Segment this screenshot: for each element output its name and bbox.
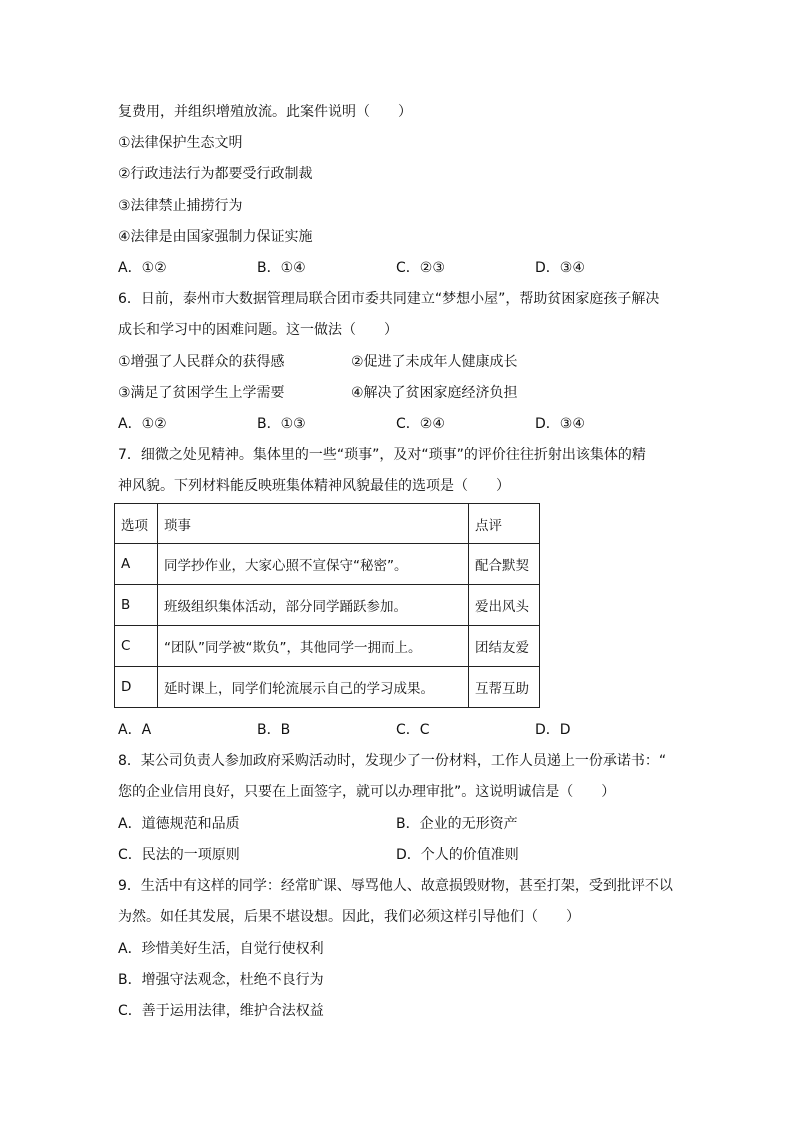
- q7-row-a-matter: 同学抄作业，大家心照不宣保守“秘密”。: [158, 544, 469, 585]
- q9-option-b[interactable]: B．增强守法观念，杜绝不良行为: [118, 972, 324, 988]
- q5-option-c[interactable]: C．②③: [396, 260, 445, 276]
- q7-stem-line-2: 神风貌。下列材料能反映班集体精神风貌最佳的选项是（ ）: [118, 478, 510, 494]
- q7-option-d[interactable]: D．D: [535, 722, 571, 738]
- q9-option-c[interactable]: C．善于运用法律，维护合法权益: [118, 1003, 324, 1019]
- q8-option-a[interactable]: A．道德规范和品质: [118, 816, 240, 832]
- q6-statement-4: ④解决了贫困家庭经济负担: [351, 385, 518, 401]
- q7-row-c-comment: 团结友爱: [469, 626, 540, 667]
- q7-row-d-comment: 互帮互助: [469, 667, 540, 708]
- q7-option-c[interactable]: C．C: [396, 722, 430, 738]
- q9-stem-line-1: 9．生活中有这样的同学：经常旷课、辱骂他人、故意损毁财物，甚至打架，受到批评不以: [118, 878, 673, 894]
- q5-statement-4: ④法律是由国家强制力保证实施: [118, 229, 313, 245]
- table-row: [115, 585, 540, 626]
- q7-row-c-matter: “团队”同学被“欺负”，其他同学一拥而上。: [158, 626, 469, 667]
- q7-header-matter: 琐事: [158, 504, 469, 544]
- q6-statement-1: ①增强了人民群众的获得感: [118, 354, 285, 370]
- q7-row-a-option: A: [115, 544, 158, 585]
- q6-statement-2: ②促进了未成年人健康成长: [351, 354, 518, 370]
- q6-stem-line-2: 成长和学习中的困难问题。这一做法（ ）: [118, 322, 398, 338]
- q7-stem-line-1: 7．细微之处见精神。集体里的一些“琐事”，及对“琐事”的评价往往折射出该集体的精: [118, 447, 646, 463]
- q5-option-b[interactable]: B．①④: [257, 260, 306, 276]
- q5-option-a[interactable]: A．①②: [118, 260, 167, 276]
- q6-option-c[interactable]: C．②④: [396, 416, 445, 432]
- q7-option-a[interactable]: A．A: [118, 722, 152, 738]
- table-row: [115, 544, 540, 585]
- q5-stem-continued: 复费用，并组织增殖放流。此案件说明（ ）: [118, 104, 412, 120]
- q8-stem-line-1: 8．某公司负责人参加政府采购活动时，发现少了一份材料，工作人员递上一份承诺书：“: [118, 753, 667, 769]
- q7-option-b[interactable]: B．B: [257, 722, 291, 738]
- q7-row-d-matter: 延时课上，同学们轮流展示自己的学习成果。: [158, 667, 469, 708]
- q6-option-b[interactable]: B．①③: [257, 416, 306, 432]
- q6-option-d[interactable]: D．③④: [535, 416, 585, 432]
- table-row: [115, 626, 540, 667]
- q7-row-b-matter: 班级组织集体活动，部分同学踊跃参加。: [158, 585, 469, 626]
- q5-statement-3: ③法律禁止捕捞行为: [118, 198, 243, 214]
- q8-option-b[interactable]: B．企业的无形资产: [396, 816, 518, 832]
- q7-row-d-option: D: [115, 667, 158, 708]
- q7-table-header-row: [115, 504, 540, 544]
- q7-row-b-option: B: [115, 585, 158, 626]
- q8-stem-line-2: 您的企业信用良好，只要在上面签字，就可以办理审批”。这说明诚信是（ ）: [118, 784, 616, 800]
- q6-option-a[interactable]: A．①②: [118, 416, 167, 432]
- q7-table: [114, 503, 540, 708]
- q5-statement-2: ②行政违法行为都要受行政制裁: [118, 166, 313, 182]
- q7-row-a-comment: 配合默契: [469, 544, 540, 585]
- q9-stem-line-2: 为然。如任其发展，后果不堪设想。因此，我们必须这样引导他们（ ）: [118, 909, 580, 925]
- q6-statement-3: ③满足了贫困学生上学需要: [118, 385, 285, 401]
- q7-row-c-option: C: [115, 626, 158, 667]
- q6-stem-line-1: 6．日前，泰州市大数据管理局联合团市委共同建立“梦想小屋”，帮助贫困家庭孩子解决: [118, 291, 660, 307]
- q8-option-d[interactable]: D．个人的价值准则: [396, 847, 519, 863]
- q5-option-d[interactable]: D．③④: [535, 260, 585, 276]
- q9-option-a[interactable]: A．珍惜美好生活，自觉行使权利: [118, 941, 324, 957]
- q8-option-c[interactable]: C．民法的一项原则: [118, 847, 240, 863]
- q7-header-option: 选项: [115, 504, 158, 544]
- q7-row-b-comment: 爱出风头: [469, 585, 540, 626]
- q5-statement-1: ①法律保护生态文明: [118, 135, 243, 151]
- table-row: [115, 667, 540, 708]
- q7-header-comment: 点评: [469, 504, 540, 544]
